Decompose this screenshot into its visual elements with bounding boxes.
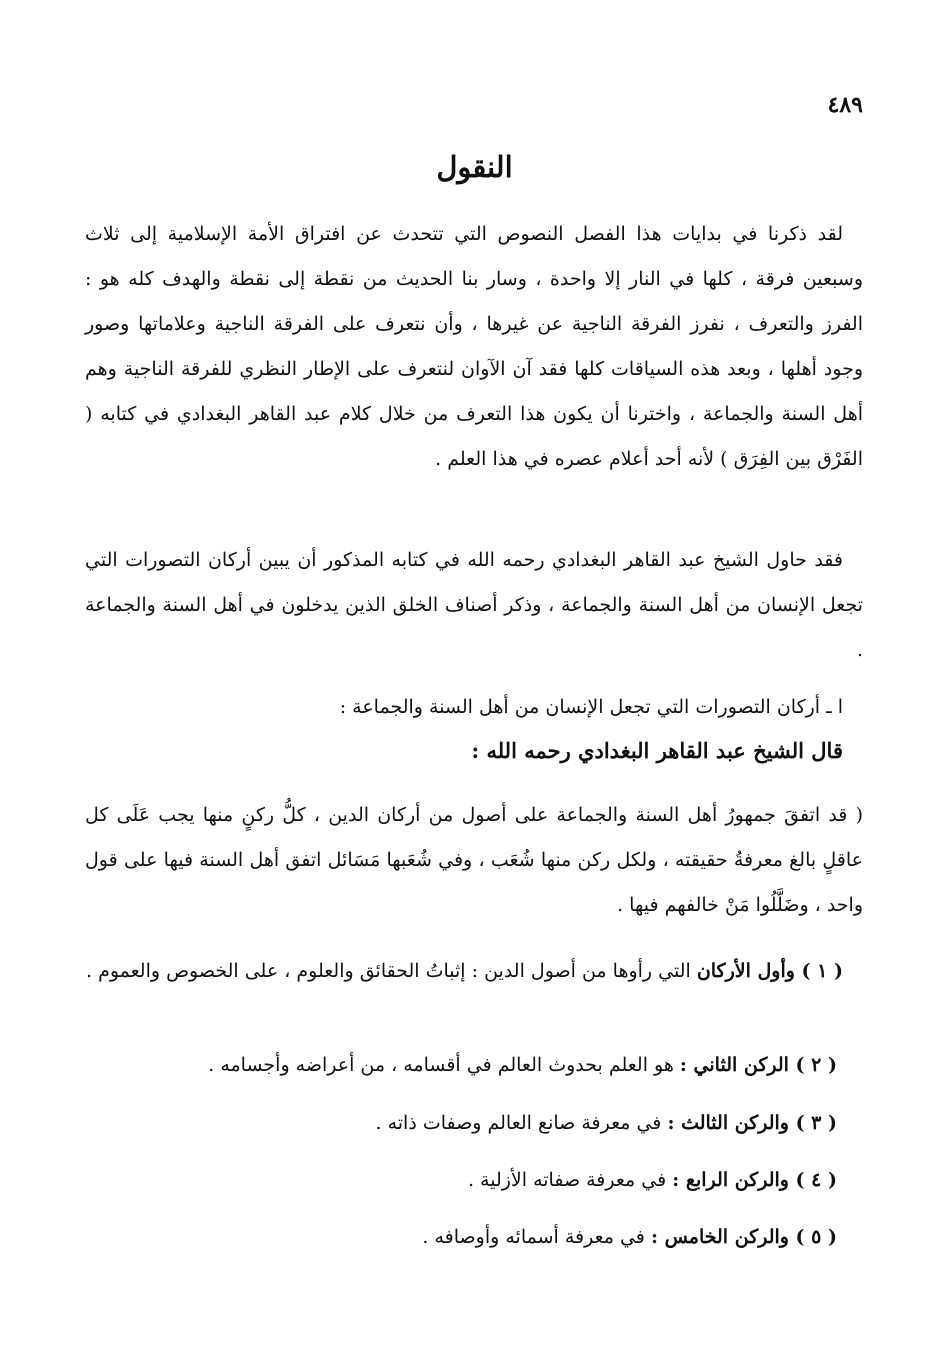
page-number: ٤٨٩ [827, 92, 863, 118]
pillar-label: ( ٢ ) الركن الثاني : [679, 1054, 837, 1076]
pillar-3 [85, 1103, 837, 1143]
pillar-text: في معرفة صانع العالم وصفات ذاته . [375, 1112, 662, 1134]
pillar-text: هو العلم بحدوث العالم في أقسامه ، من أعراضه وأجسامه . [208, 1054, 674, 1076]
page-title: النقول [436, 150, 513, 184]
pillar-label: ( ٣ ) والركن الثالث : [667, 1112, 837, 1134]
pillar-2 [85, 1045, 837, 1085]
pillar-1 [85, 949, 863, 994]
section-heading: ا ـ أركان التصورات التي تجعل الإنسان من أهل السنة والجماعة : [339, 696, 843, 718]
pillar-label: ( ٤ ) والركن الرابع : [672, 1169, 837, 1191]
pillar-text: في معرفة أسمائه وأوصافه . [422, 1226, 645, 1248]
pillar-5 [85, 1217, 837, 1257]
pillar-text: التي رأوها من أصول الدين : إثباتُ الحقائق والعلوم ، على الخصوص والعموم . [85, 960, 691, 982]
pillar-4 [85, 1160, 837, 1200]
pillar-label: ( ٥ ) والركن الخامس : [650, 1226, 837, 1248]
quote-paragraph: ( قد اتفقَ جمهورُ أهل السنة والجماعة على أصول من أركان الدين ، كلُّ ركنٍ منها يجب عَلَى كل عاقلٍ بالغ معرفةُ حقيقته ، ولكل ركن منها شُعَب ، وفي شُعَبها مَسَائل اتفق أهل السنة فيها على قول واحد ، وضَلَّلُوا مَنْ خالفهم فيها . [85, 804, 863, 916]
pillar-text: في معرفة صفاته الأزلية . [467, 1169, 667, 1191]
quote-heading: قال الشيخ عبد القاهر البغدادي رحمه الله : [471, 738, 843, 763]
intro-paragraph: لقد ذكرنا في بدايات هذا الفصل النصوص التي تتحدث عن افتراق الأمة الإسلامية إلى ثلاث وسبعين فرقة ، كلها في النار إلا واحدة ، وسار بنا الحديث من نقطة إلى نقطة والهدف كله هو : الفرز والتعرف ، نفرز الفرقة الناجية عن غيرها ، وأن نتعرف على الفرقة الناجية وعلاماتها وصور وجود أهلها ، وبعد هذه السياقات كلها فقد آن الآوان لنتعرف على الإطار النظري للفرقة الناجية وهم أهل السنة والجماعة ، واخترنا أن يكون هذا التعرف من خلال كلام عبد القاهر البغدادي في كتابه ( الفَرْق بين الفِرَق ) لأنه أحد أعلام عصره في هذا العلم . [85, 223, 863, 470]
pillar-label: ( ١ ) وأول الأركان [696, 960, 843, 982]
second-paragraph: فقد حاول الشيخ عبد القاهر البغدادي رحمه الله في كتابه المذكور أن يبين أركان التصورات التي تجعل الإنسان من أهل السنة والجماعة ، وذكر أصناف الخلق الذين يدخلون في أهل السنة والجماعة . [85, 549, 863, 661]
